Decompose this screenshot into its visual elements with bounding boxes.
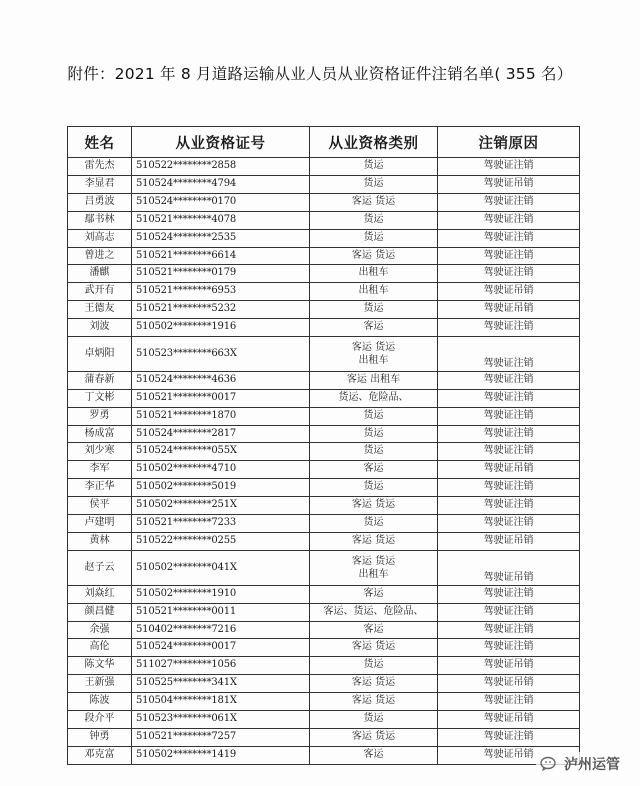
cell-category: 货运 [310,711,438,729]
cell-cert-id: 510521********7233 [132,515,310,533]
cell-reason: 驾驶证注销 [438,158,580,176]
cell-cert-id: 510521********4078 [132,211,310,229]
table-row [68,425,580,443]
cell-category: 客运 [310,461,438,479]
cell-cert-id: 510402********7216 [132,621,310,639]
cell-name: 杨成富 [68,425,132,443]
cell-cert-id: 510525********341X [132,675,310,693]
cell-category: 货运 [310,229,438,247]
header-name: 姓名 [68,127,132,158]
cell-category: 出租车 [310,283,438,301]
table-row [68,407,580,425]
cell-cert-id: 510521********5232 [132,301,310,319]
cell-category [310,337,438,372]
table-row [68,283,580,301]
cell-name: 陈文华 [68,657,132,675]
cell-category: 客运 货运 [310,193,438,211]
cell-cert-id: 510502********1419 [132,746,310,764]
header-id: 从业资格证号 [132,127,310,158]
table-row [68,621,580,639]
cell-reason: 驾驶证注销 [438,193,580,211]
cell-category: 货运 [310,515,438,533]
cell-category: 货运 [310,479,438,497]
cell-reason: 驾驶证吊销 [438,301,580,319]
cell-category: 客运 货运 [310,533,438,551]
table-row [68,175,580,193]
wechat-logo-icon [540,756,560,772]
table-row [68,371,580,389]
cell-reason: 驾驶证注销 [438,693,580,711]
cell-cert-id: 510521********0179 [132,265,310,283]
header-category: 从业资格类别 [310,127,438,158]
cell-reason: 驾驶证注销 [438,371,580,389]
table-row [68,301,580,319]
cell-reason: 驾驶证注销 [438,443,580,461]
cell-cert-id: 510502********1910 [132,585,310,603]
document-title: 附件：2021 年 8 月道路运输从业人员从业资格证件注销名单( 355 名） [67,65,573,83]
table-row [68,337,580,372]
cell-cert-id: 510504********181X [132,693,310,711]
cell-name: 卓炳阳 [68,337,132,372]
cell-name: 邓克富 [68,746,132,764]
table-row [68,389,580,407]
cell-category: 客运 [310,585,438,603]
cell-name: 李显君 [68,175,132,193]
table-row [68,247,580,265]
cell-reason: 驾驶证注销 [438,585,580,603]
cell-category: 客运 出租车 [310,371,438,389]
cell-name: 罗勇 [68,407,132,425]
cell-category: 货运 [310,425,438,443]
table-row [68,497,580,515]
cell-reason: 驾驶证吊销 [438,283,580,301]
cell-name: 蒲春新 [68,371,132,389]
cell-cert-id: 510521********7257 [132,728,310,746]
cell-reason: 驾驶证注销 [438,407,580,425]
table-row [68,443,580,461]
cell-category: 货运、危险品、 [310,389,438,407]
cell-category: 货运 [310,301,438,319]
cell-reason: 驾驶证注销 [438,319,580,337]
cell-cert-id: 510522********0255 [132,533,310,551]
cell-name: 曾进之 [68,247,132,265]
cell-name: 李军 [68,461,132,479]
table-row [68,693,580,711]
cell-reason: 驾驶证吊销 [438,746,580,764]
table-row [68,265,580,283]
table-header-row [68,127,580,158]
table-row [68,158,580,176]
cell-name: 丁文彬 [68,389,132,407]
cell-reason: 驾驶证注销 [438,497,580,515]
cell-cert-id: 510524********055X [132,443,310,461]
cell-name: 陈波 [68,693,132,711]
cell-category: 客运 [310,319,438,337]
cell-name: 刘焱红 [68,585,132,603]
cell-cert-id: 510521********0017 [132,389,310,407]
cell-name: 黄林 [68,533,132,551]
cell-reason: 驾驶证注销 [438,337,580,372]
cell-reason: 驾驶证注销 [438,603,580,621]
cell-cert-id: 510521********1870 [132,407,310,425]
cell-category: 客运、货运、危险品、 [310,603,438,621]
cell-reason: 驾驶证注销 [438,265,580,283]
table-row [68,603,580,621]
cell-reason: 驾驶证注销 [438,211,580,229]
cell-name: 刘波 [68,319,132,337]
header-reason: 注销原因 [438,127,580,158]
cell-name: 王德友 [68,301,132,319]
category-line: 客运 货运 [351,555,396,567]
table-row [68,229,580,247]
cell-reason: 驾驶证吊销 [438,550,580,585]
cell-name: 鄢书林 [68,211,132,229]
cell-category: 货运 [310,175,438,193]
cell-cert-id: 510522********2858 [132,158,310,176]
cell-category: 货运 [310,158,438,176]
table-row [68,479,580,497]
cell-reason: 驾驶证注销 [438,515,580,533]
cell-cert-id: 510523********663X [132,337,310,372]
table-row [68,211,580,229]
cell-name: 刘少寒 [68,443,132,461]
cell-reason: 驾驶证吊销 [438,657,580,675]
revocation-table [67,126,580,765]
cell-reason: 驾驶证注销 [438,479,580,497]
table-row [68,461,580,479]
cell-cert-id: 510521********0011 [132,603,310,621]
table-row [68,533,580,551]
cell-reason: 驾驶证注销 [438,229,580,247]
table-row [68,193,580,211]
cell-cert-id: 510524********2535 [132,229,310,247]
watermark-text: 泸州运管 [564,757,620,773]
cell-category: 货运 [310,443,438,461]
cell-name: 潘麒 [68,265,132,283]
table-row [68,728,580,746]
cell-category: 货运 [310,211,438,229]
cell-category: 出租车 [310,265,438,283]
cell-cert-id: 510502********251X [132,497,310,515]
cell-name: 刘高志 [68,229,132,247]
cell-cert-id: 510523********061X [132,711,310,729]
cell-cert-id: 510502********1916 [132,319,310,337]
table-row [68,746,580,764]
cell-reason: 驾驶证注销 [438,621,580,639]
table-row [68,585,580,603]
cell-reason: 驾驶证吊销 [438,175,580,193]
cell-category: 货运 [310,407,438,425]
cell-cert-id: 510524********2817 [132,425,310,443]
cell-category: 客运 货运 [310,247,438,265]
category-line: 出租车 [358,354,389,366]
cell-reason: 驾驶证注销 [438,389,580,407]
cell-category: 客运 货运 [310,693,438,711]
cell-cert-id: 510502********4710 [132,461,310,479]
cell-name: 李正华 [68,479,132,497]
cell-category: 客运 货运 [310,497,438,515]
cell-cert-id: 511027********1056 [132,657,310,675]
cell-name: 颜昌健 [68,603,132,621]
cell-name: 高伦 [68,639,132,657]
category-line: 出租车 [358,568,389,580]
cell-category: 客运 [310,746,438,764]
cell-cert-id: 510524********0017 [132,639,310,657]
cell-cert-id: 510502********5019 [132,479,310,497]
cell-category: 客运 货运 [310,728,438,746]
cell-name: 卢建明 [68,515,132,533]
cell-cert-id: 510502********041X [132,550,310,585]
cell-category: 货运 [310,657,438,675]
cell-cert-id: 510524********0170 [132,193,310,211]
table-row [68,639,580,657]
table-row [68,319,580,337]
table-row [68,515,580,533]
cell-name: 吕勇波 [68,193,132,211]
table-row [68,657,580,675]
cell-reason: 驾驶证吊销 [438,675,580,693]
cell-cert-id: 510524********4636 [132,371,310,389]
cell-category: 客运 货运 [310,639,438,657]
cell-cert-id: 510521********6614 [132,247,310,265]
cell-reason: 驾驶证注销 [438,639,580,657]
cell-category: 客运 货运 [310,675,438,693]
cell-category [310,550,438,585]
cell-cert-id: 510521********6953 [132,283,310,301]
cell-reason: 驾驶证注销 [438,728,580,746]
cell-reason: 驾驶证吊销 [438,461,580,479]
cell-name: 钟勇 [68,728,132,746]
cell-name: 雷先杰 [68,158,132,176]
cell-reason: 驾驶证吊销 [438,711,580,729]
cell-name: 王新强 [68,675,132,693]
table-row [68,675,580,693]
cell-name: 侯平 [68,497,132,515]
category-line: 客运 货运 [351,341,396,353]
cell-cert-id: 510524********4794 [132,175,310,193]
cell-reason: 驾驶证注销 [438,425,580,443]
cell-name: 余强 [68,621,132,639]
cell-name: 赵子云 [68,550,132,585]
table-row [68,711,580,729]
cell-reason: 驾驶证吊销 [438,533,580,551]
cell-category: 客运 [310,621,438,639]
cell-name: 武开有 [68,283,132,301]
watermark [536,752,624,776]
cell-name: 段介平 [68,711,132,729]
table-row [68,550,580,585]
cell-reason: 驾驶证注销 [438,247,580,265]
